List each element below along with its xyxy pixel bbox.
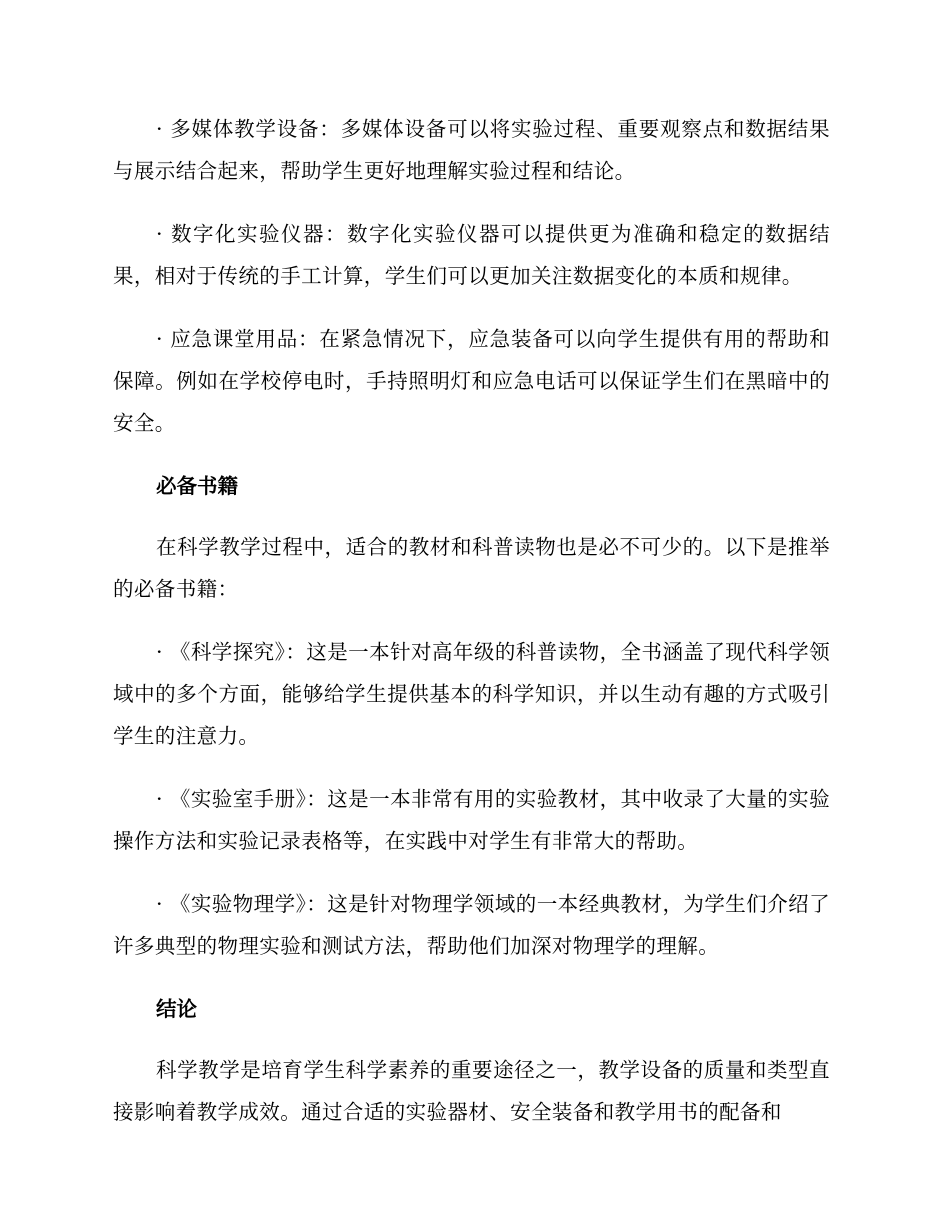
document-body [113,108,830,1154]
paragraph-books-intro: 在科学教学过程中，适合的教材和科普读物也是必不可少的。以下是推举的必备书籍： [113,535,830,601]
paragraph-book-experimental-physics: · 《实验物理学》：这是针对物理学领域的一本经典教材，为学生们介绍了许多典型的物理实验和测试方法，帮助他们加深对物理学的理解。 [113,892,830,958]
paragraph-emergency-supplies: · 应急课堂用品：在紧急情况下，应急装备可以向学生提供有用的帮助和保障。例如在学校停电时，手持照明灯和应急电话可以保证学生们在黑暗中的安全。 [113,327,830,435]
paragraph-book-lab-manual: · 《实验室手册》：这是一本非常有用的实验教材，其中收录了大量的实验操作方法和实验记录表格等，在实践中对学生有非常大的帮助。 [113,787,830,853]
paragraph-digital-instruments: · 数字化实验仪器：数字化实验仪器可以提供更为准确和稳定的数据结果，相对于传统的手工计算，学生们可以更加关注数据变化的本质和规律。 [113,222,830,288]
paragraph-conclusion: 科学教学是培育学生科学素养的重要途径之一，教学设备的质量和类型直接影响着教学成效。通过合适的实验器材、安全装备和教学用书的配备和 [113,1058,830,1124]
paragraph-book-science-inquiry: · 《科学探究》：这是一本针对高年级的科普读物，全书涵盖了现代科学领域中的多个方面，能够给学生提供基本的科学知识，并以生动有趣的方式吸引学生的注意力。 [113,640,830,748]
section-heading-conclusion: 结论 [156,997,197,1021]
paragraph-multimedia-equipment: · 多媒体教学设备：多媒体设备可以将实验过程、重要观察点和数据结果与展示结合起来，帮助学生更好地理解实验过程和结论。 [113,117,830,183]
section-heading-books: 必备书籍 [156,474,238,498]
